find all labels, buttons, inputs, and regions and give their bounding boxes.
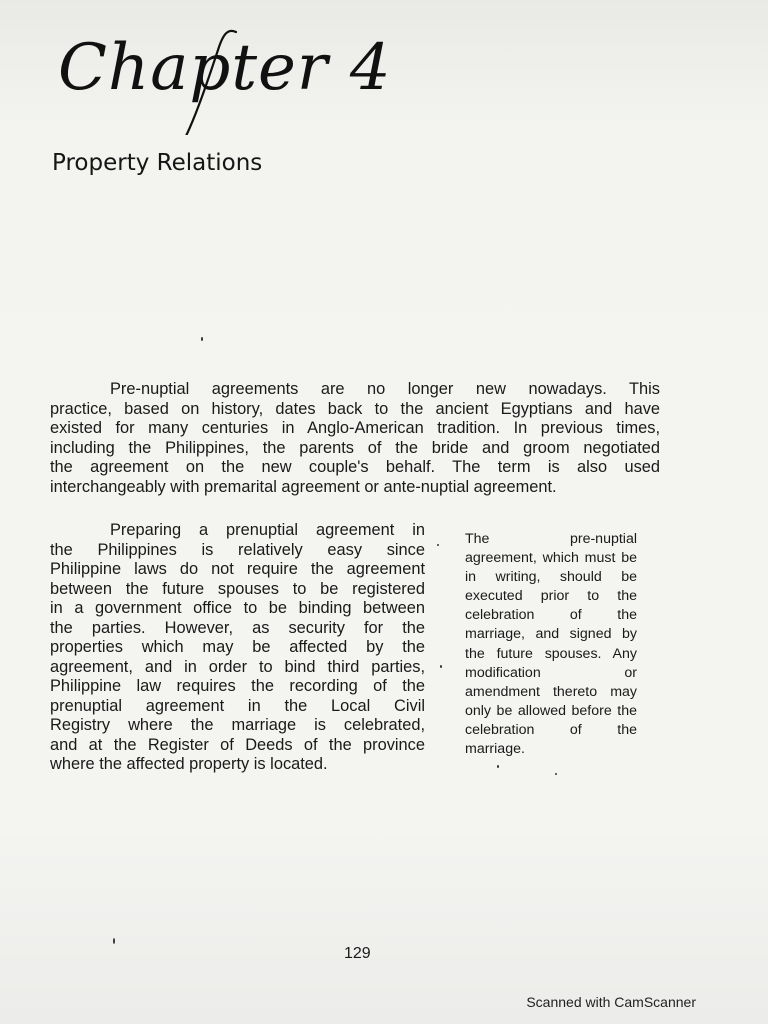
text-line: Philippine laws do not require the agreement: [50, 560, 425, 578]
intro-paragraph: [50, 380, 660, 497]
text-line: including the Philippines, the parents of the bride and groom negotiated: [50, 438, 660, 457]
text-line: existed for many centuries in Anglo-American tradition. In previous times,: [50, 419, 660, 437]
side-note-line: celebration of the: [465, 721, 637, 738]
side-note-line: the future spouses. Any: [465, 645, 637, 662]
side-note-line: celebration of the: [465, 607, 637, 624]
text-line: prenuptial agreement in the Local Civil: [50, 696, 425, 715]
text-line: between the future spouses to be registered: [50, 579, 425, 598]
section-title: Property Relations: [52, 150, 263, 176]
side-note-line: modification or: [465, 664, 637, 681]
side-note-line: only be allowed before the: [465, 702, 637, 719]
side-note-line: The pre-nuptial: [465, 531, 637, 547]
text-line: the parties. However, as security for the: [50, 618, 425, 637]
scanner-watermark: Scanned with CamScanner: [526, 994, 696, 1010]
text-line: in a government office to be binding between: [50, 599, 425, 617]
side-note-line: amendment thereto may: [465, 683, 637, 700]
text-line: practice, based on history, dates back to the ancient Egyptians and have: [50, 399, 660, 418]
side-note: [465, 530, 637, 759]
scan-speck: [113, 938, 115, 944]
text-line: Philippine law requires the recording of the: [50, 677, 425, 695]
scan-speck: [440, 665, 442, 668]
side-note-line: marriage.: [465, 741, 525, 758]
scan-speck: [497, 765, 499, 768]
chapter-heading-text: Chapter 4: [58, 31, 392, 105]
text-line: Preparing a prenuptial agreement in: [110, 521, 425, 539]
text-line: and at the Register of Deeds of the province: [50, 735, 425, 754]
text-line: Registry where the marriage is celebrated,: [50, 716, 425, 734]
page-number: 129: [344, 945, 371, 962]
body-paragraph: [50, 521, 425, 775]
scan-speck: [201, 337, 203, 341]
scan-speck: [437, 544, 439, 546]
text-line: interchangeably with premarital agreement or ante-nuptial agreement.: [50, 477, 557, 496]
text-line: where the affected property is located.: [50, 755, 328, 773]
text-line: properties which may be affected by the: [50, 638, 425, 656]
chapter-flourish-icon: [58, 20, 478, 135]
scan-speck: [555, 773, 557, 775]
side-note-line: executed prior to the: [465, 588, 637, 605]
text-line: the Philippines is relatively easy since: [50, 540, 425, 559]
chapter-heading: [58, 20, 478, 135]
text-line: Pre-nuptial agreements are no longer new nowadays. This: [110, 380, 660, 398]
text-line: agreement, and in order to bind third parties,: [50, 657, 425, 676]
text-line: the agreement on the new couple's behalf. The term is also used: [50, 458, 660, 476]
side-note-line: in writing, should be: [465, 569, 637, 586]
side-note-line: agreement, which must be: [465, 550, 637, 567]
side-note-line: marriage, and signed by: [465, 626, 637, 643]
